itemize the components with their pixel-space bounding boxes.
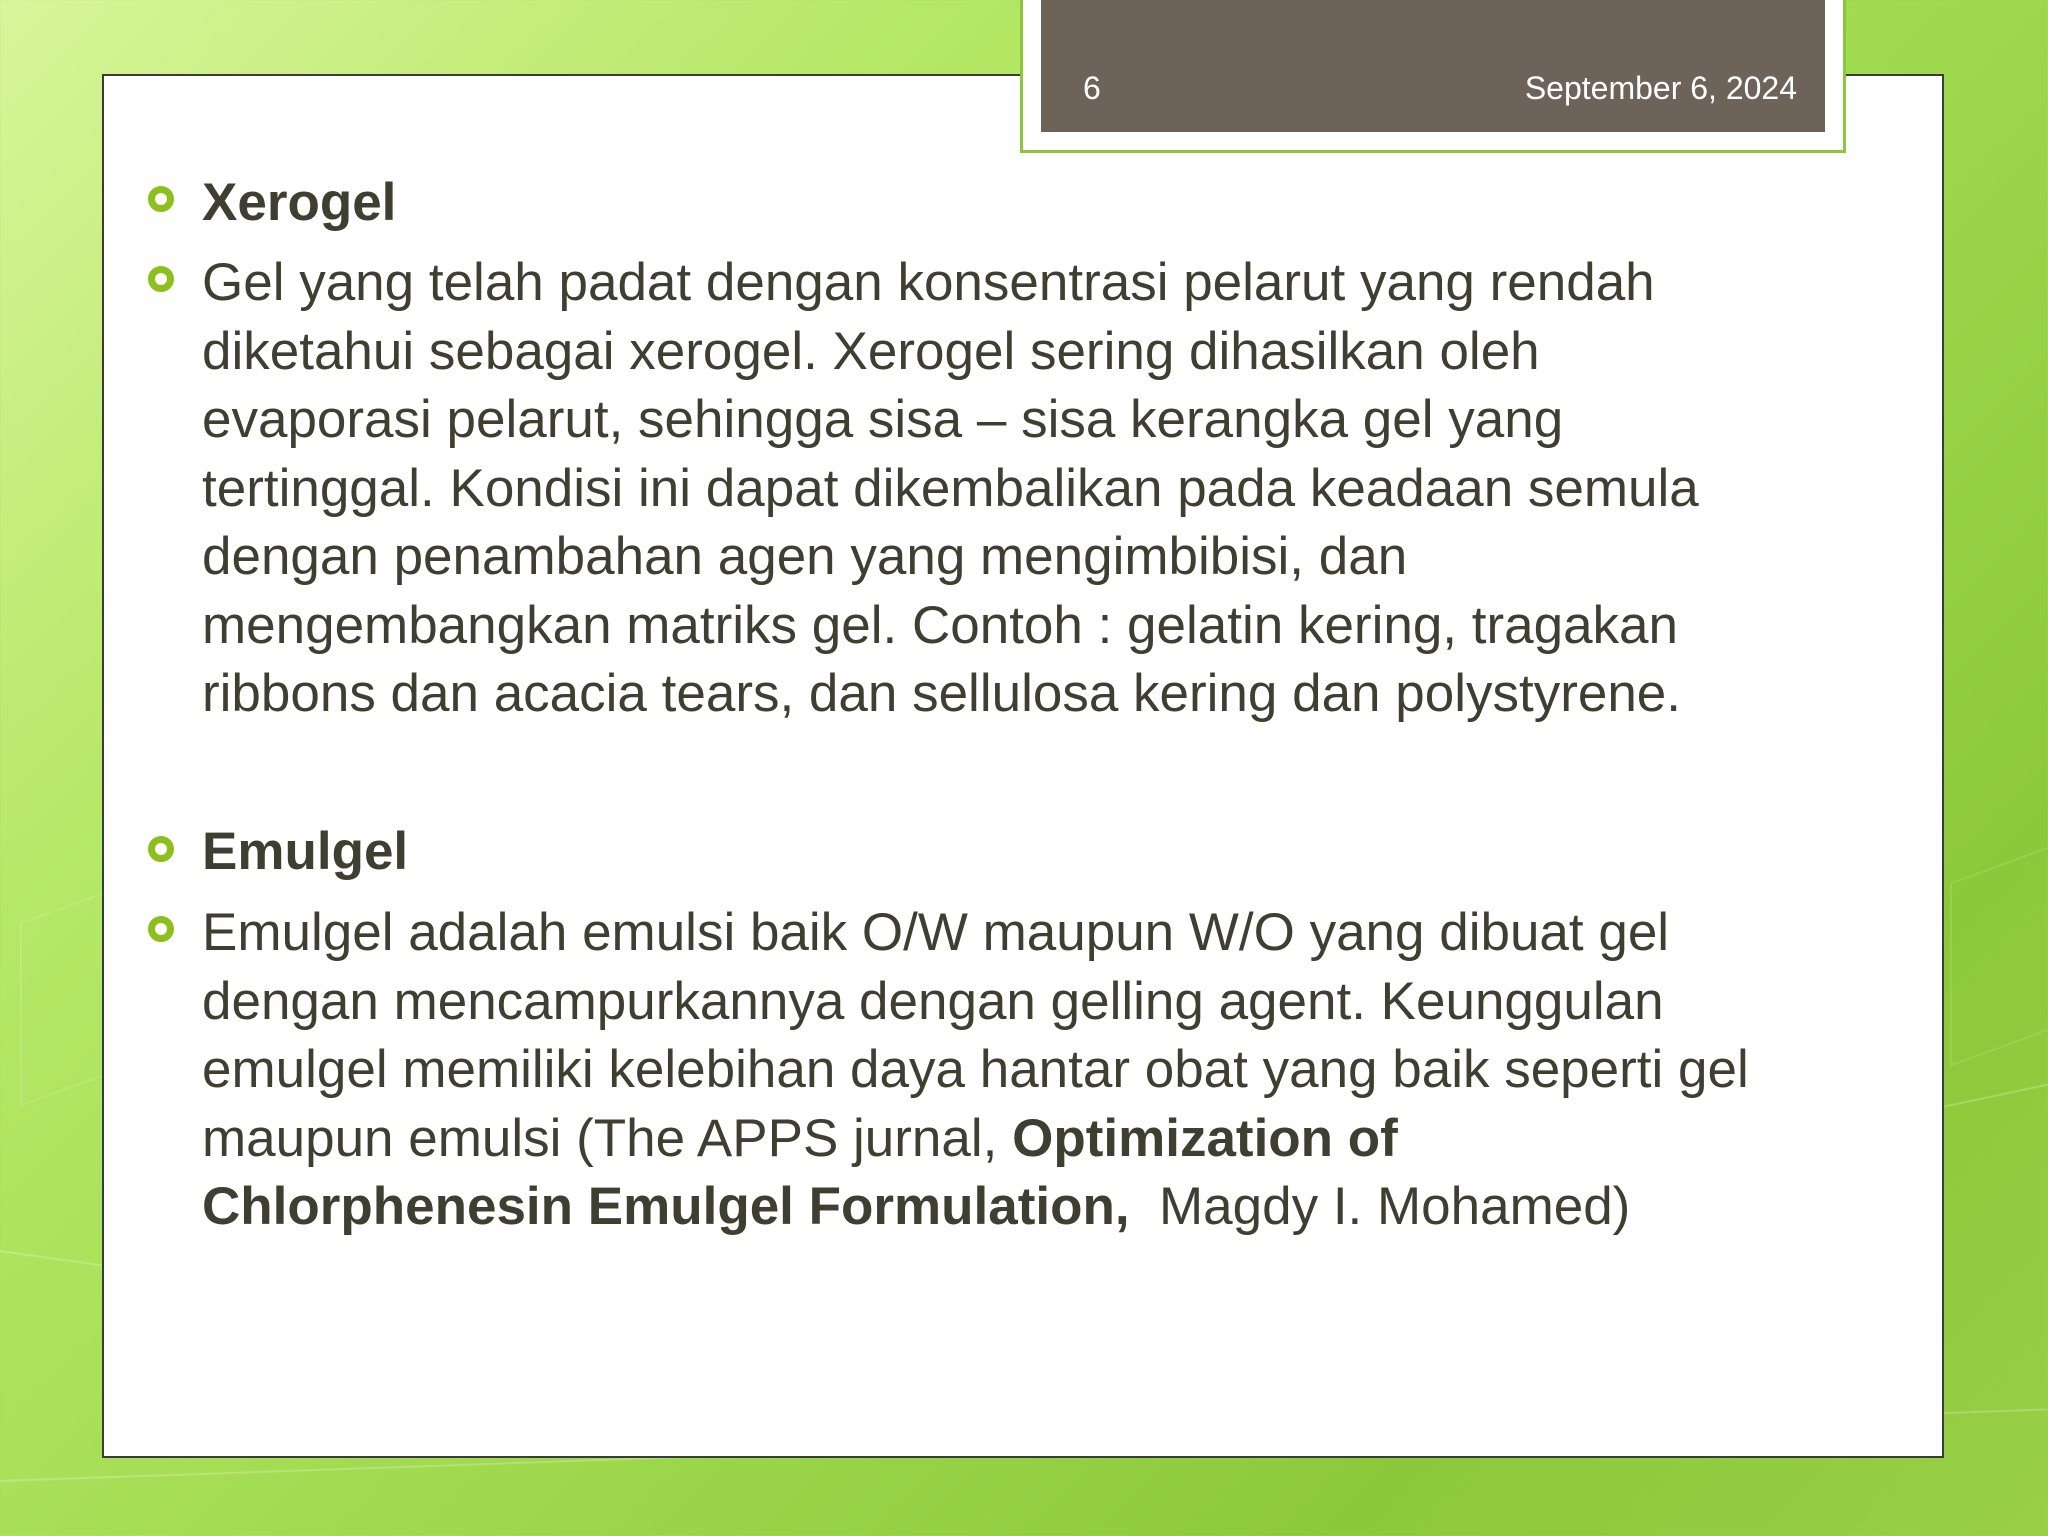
paragraph-line: diketahui sebagai xerogel. Xerogel sering dihasilkan oleh <box>202 321 1540 381</box>
reference-author: Magdy I. Mohamed) <box>1129 1177 1631 1236</box>
slide-number: 6 <box>1083 70 1101 106</box>
paragraph-line: Gel yang telah padat dengan konsentrasi pelarut yang rendah <box>202 253 1655 312</box>
bullet-icon <box>148 186 174 212</box>
bullet-icon <box>148 836 174 862</box>
emulgel-paragraph <box>202 899 1902 1242</box>
paragraph-line: tertinggal. Kondisi ini dapat dikembalikan pada keadaan semula <box>202 458 1699 518</box>
bullet-icon <box>148 266 174 292</box>
paragraph-line: ribbons dan acacia tears, dan sellulosa kering dan polystyrene. <box>202 664 1682 723</box>
xerogel-paragraph <box>202 249 1902 729</box>
paragraph-line: dengan penambahan agen yang mengimbibisi, dan <box>202 527 1408 586</box>
paragraph-line: evaporasi pelarut, sehingga sisa – sisa kerangka gel yang <box>202 390 1564 449</box>
paragraph-line: mengembangkan matriks gel. Contoh : gelatin kering, tragakan <box>202 595 1679 655</box>
paragraph-text: maupun emulsi (The APPS jurnal, <box>202 1108 1013 1168</box>
paragraph-line <box>202 1173 1902 1242</box>
paragraph-line: emulgel memiliki kelebihan daya hantar obat yang baik seperti gel <box>202 1040 1749 1099</box>
reference-title: Optimization of <box>1012 1108 1398 1168</box>
background-decoration <box>1950 837 2048 1066</box>
paragraph-line <box>202 1105 1902 1174</box>
bullet-icon <box>148 916 174 942</box>
emulgel-heading: Emulgel <box>202 822 409 881</box>
slide-header-band <box>1041 0 1825 132</box>
paragraph-line: Emulgel adalah emulsi baik O/W maupun W/O yang dibuat gel <box>202 903 1670 962</box>
paragraph-line: dengan mencampurkannya dengan gelling agent. Keunggulan <box>202 971 1664 1031</box>
xerogel-heading: Xerogel <box>202 173 397 232</box>
slide-header <box>1020 0 1846 153</box>
slide-date: September 6, 2024 <box>1524 70 1797 106</box>
reference-title: Chlorphenesin Emulgel Formulation, <box>202 1177 1130 1236</box>
